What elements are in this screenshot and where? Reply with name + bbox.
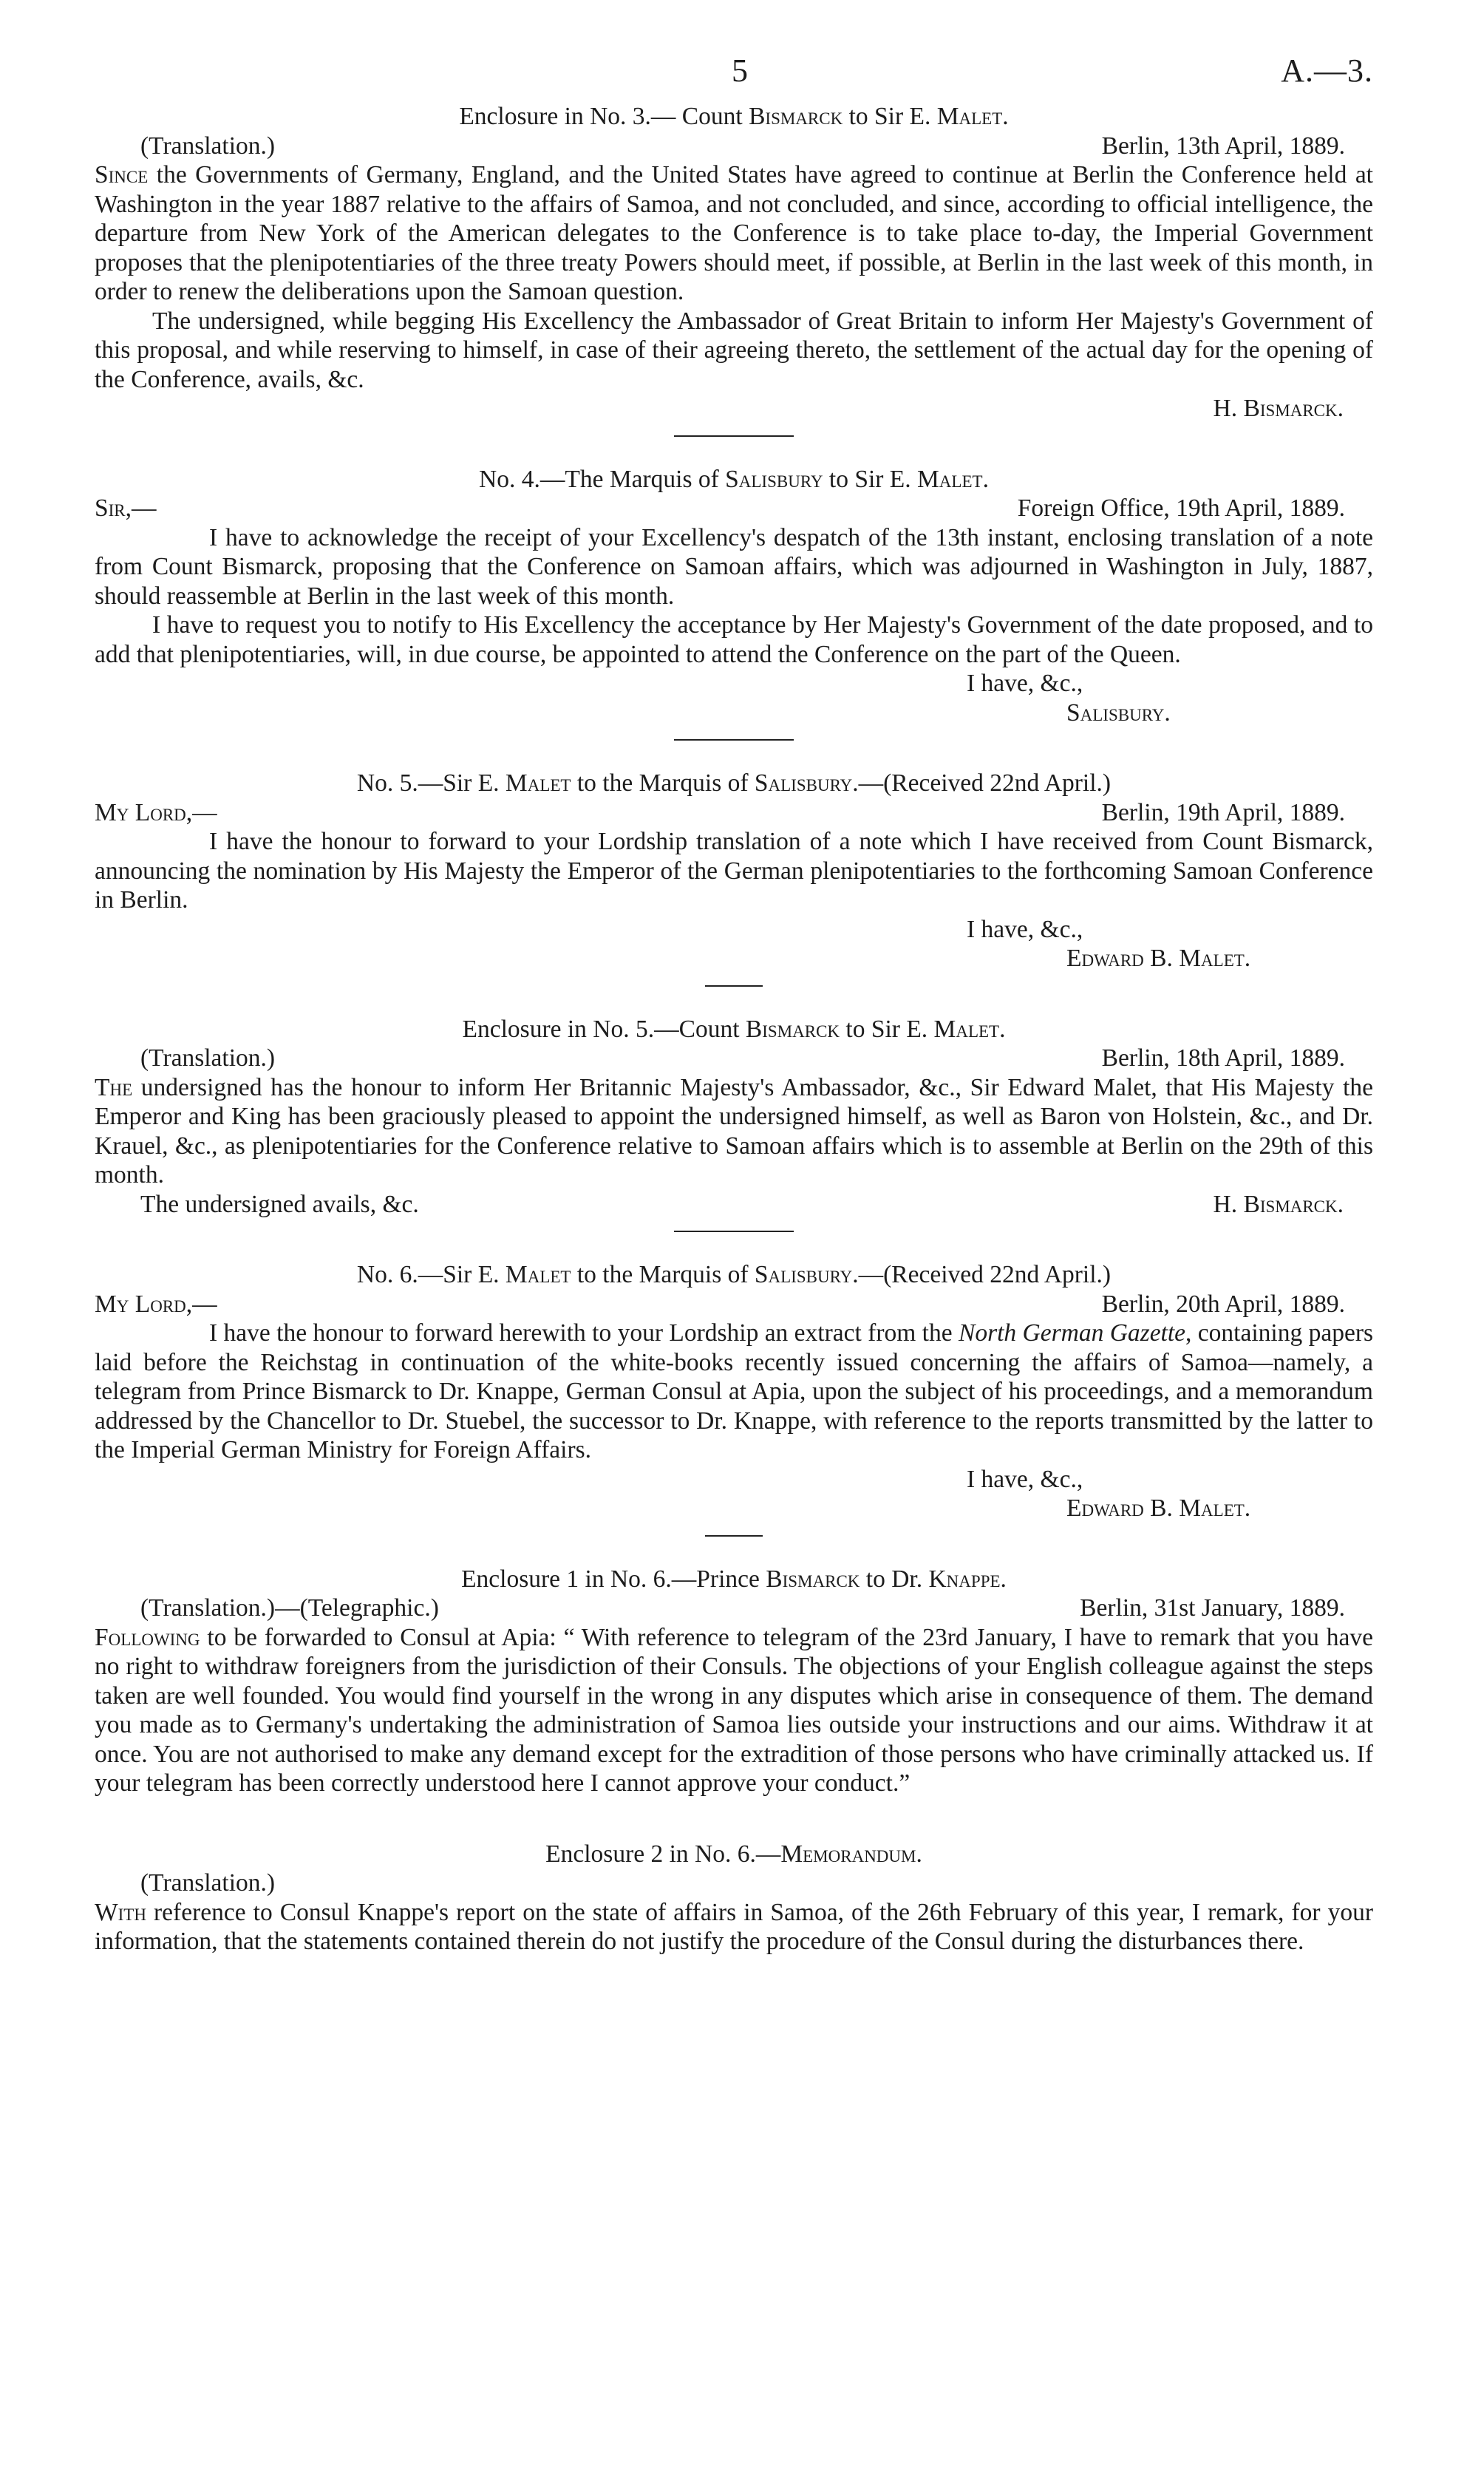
signature: H. Bismarck. <box>1213 395 1344 422</box>
enclosure-1-no6-meta <box>95 1594 1373 1623</box>
translation-note: (Translation.) <box>140 132 276 160</box>
section-divider <box>674 1231 794 1232</box>
enclosure-2-no6-meta <box>95 1868 1373 1898</box>
enclosure-no5-paragraph-2: The undersigned avails, &c. <box>140 1190 419 1218</box>
letter-date: Berlin, 18th April, 1889. <box>1101 1044 1345 1072</box>
enclosure-no3-meta <box>95 132 1373 161</box>
letter-no5-section <box>95 769 1373 973</box>
salutation: My Lord,— <box>95 1290 217 1318</box>
letter-no6-meta <box>95 1290 1373 1319</box>
letter-no4-paragraph-1: I have to acknowledge the receipt of your Excellency's despatch of the 13th instant, enclosing translation of a note from Count Bismarck, proposing that the Conference on Samoan affairs, which was adjourned in Washington in July, 1887, should reassemble at Berlin in the last week of this month. <box>95 523 1373 610</box>
salutation: My Lord,— <box>95 798 217 826</box>
closing-block <box>95 915 1373 973</box>
enclosure-no3-paragraph-1: Since the Governments of Germany, England, and the United States have agreed to continue at Berlin the Conference held at Washington in the year 1887 relative to the affairs of Samoa, and not concluded, and since, according to official intelligence, the departure from New York of the American delegates to the Conference is to take place to-day, the Imperial Government proposes that the plenipotentiaries of the three treaty Powers should meet, if possible, at Berlin in the last week of this month, in order to renew the deliberations upon the Samoan question. <box>95 161 1373 305</box>
letter-date: Foreign Office, 19th April, 1889. <box>1017 494 1345 522</box>
enclosure-2-no6-paragraph-1: With reference to Consul Knappe's report on the state of affairs in Samoa, of the 26th February of this year, I remark, for your information, that the statements contained therein do not justify the procedure of the Consul during the disturbances there. <box>95 1898 1373 1955</box>
letter-no6-paragraph-1: I have the honour to forward herewith to your Lordship an extract from the North German Gazette, containing papers laid before the Reichstag in continuation of the white-books recently issued concerning the affairs of Samoa—namely, a telegram from Prince Bismarck to Dr. Knappe, German Consul at Apia, upon the subject of his proceedings, and a memorandum addressed by the Chancellor to Dr. Stuebel, the successor to Dr. Knappe, with reference to the reports transmitted by the latter to the Imperial German Ministry for Foreign Affairs. <box>95 1319 1374 1463</box>
enclosure-no3-heading: Enclosure in No. 3.— Count Bismarck to Sir E. Malet. <box>459 103 1009 130</box>
enclosure-2-no6-section <box>95 1840 1373 1956</box>
letter-date: Berlin, 13th April, 1889. <box>1101 132 1345 160</box>
closing-block <box>95 669 1373 727</box>
closing: I have, &c., <box>967 1465 1083 1493</box>
letter-no4-section <box>95 465 1373 728</box>
translation-note: (Translation.) <box>140 1044 276 1072</box>
signature: Salisbury. <box>1066 698 1171 727</box>
letter-date: Berlin, 19th April, 1889. <box>1101 798 1345 826</box>
letter-no6-section <box>95 1260 1373 1523</box>
sheet-reference: A.—3. <box>1281 52 1373 89</box>
enclosure-no5-closing-row <box>95 1190 1373 1220</box>
enclosure-no5-paragraph-1: The undersigned has the honour to inform Her Britannic Majesty's Ambassador, &c., Sir Edward Malet, that His Majesty the Emperor and King has been graciously pleased to appoint the undersigned himself, as well as Baron von Holstein, &c., and Dr. Krauel, &c., as plenipotentiaries for the Conference relative to Samoan affairs which is to assemble at Berlin on the 29th of this month. <box>95 1073 1373 1189</box>
letter-no5-heading: No. 5.—Sir E. Malet to the Marquis of Salisbury.—(Received 22nd April.) <box>356 769 1112 797</box>
enclosure-1-no6-section <box>95 1565 1373 1798</box>
letter-no6-heading: No. 6.—Sir E. Malet to the Marquis of Salisbury.—(Received 22nd April.) <box>356 1261 1112 1288</box>
enclosure-2-no6-heading: Enclosure 2 in No. 6.—Memorandum. <box>545 1840 922 1868</box>
page-content <box>95 52 1373 1956</box>
closing: I have, &c., <box>967 670 1083 697</box>
letter-no4-meta <box>95 494 1373 523</box>
enclosure-no3-section <box>95 102 1373 424</box>
enclosure-no5-meta <box>95 1044 1373 1073</box>
translation-note: (Translation.) <box>140 1869 276 1897</box>
letter-no5-paragraph-1: I have the honour to forward to your Lordship translation of a note which I have received from Count Bismarck, announcing the nomination by His Majesty the Emperor of the German plenipotentiaries to the forthcoming Samoan Conference in Berlin. <box>95 828 1373 914</box>
page-header <box>95 52 1373 102</box>
enclosure-no5-heading: Enclosure in No. 5.—Count Bismarck to Sir E. Malet. <box>462 1015 1006 1043</box>
letter-date: Berlin, 31st January, 1889. <box>1080 1594 1345 1622</box>
letter-no4-heading: No. 4.—The Marquis of Salisbury to Sir E. Malet. <box>479 465 989 493</box>
signature: Edward B. Malet. <box>1066 1494 1251 1522</box>
signature: H. Bismarck. <box>1213 1190 1344 1218</box>
salutation: Sir,— <box>95 494 157 522</box>
enclosure-no3-paragraph-2: The undersigned, while begging His Excellency the Ambassador of Great Britain to inform Her Majesty's Government of this proposal, and while reserving to himself, in case of their agreeing thereto, the settlement of the actual day for the opening of the Conference, avails, &c. <box>95 307 1373 393</box>
letter-no4-paragraph-2: I have to request you to notify to His Excellency the acceptance by Her Majesty's Government of the date proposed, and to add that plenipotentiaries, will, in due course, be appointed to attend the Conference on the part of the Queen. <box>95 611 1373 668</box>
page-number: 5 <box>732 52 748 89</box>
letter-date: Berlin, 20th April, 1889. <box>1101 1290 1345 1318</box>
letter-no5-meta <box>95 798 1373 828</box>
enclosure-1-no6-heading: Enclosure 1 in No. 6.—Prince Bismarck to Dr. Knappe. <box>461 1565 1007 1593</box>
translation-note: (Translation.)—(Telegraphic.) <box>140 1594 439 1622</box>
closing-block <box>95 1465 1373 1523</box>
closing: I have, &c., <box>967 915 1083 943</box>
enclosure-no5-section <box>95 1015 1373 1220</box>
section-divider <box>674 435 794 437</box>
section-divider <box>674 739 794 741</box>
signature: Edward B. Malet. <box>1066 945 1251 972</box>
enclosure-1-no6-paragraph-1: Following to be forwarded to Consul at Apia: “ With reference to telegram of the 23rd January, I have to remark that you have no right to withdraw foreigners from the jurisdiction of their Consuls. The objections of your English colleague against the steps taken are well founded. You would find yourself in the wrong in any disputes which arise in consequence of them. The demand you made as to Germany's undertaking the administration of Samoa lies outside your instructions and our aims. Withdraw it at once. You are not authorised to make any demand except for the extradition of those persons who have criminally attacked us. If your telegram has been correctly understood here I cannot approve your conduct.” <box>95 1623 1373 1797</box>
